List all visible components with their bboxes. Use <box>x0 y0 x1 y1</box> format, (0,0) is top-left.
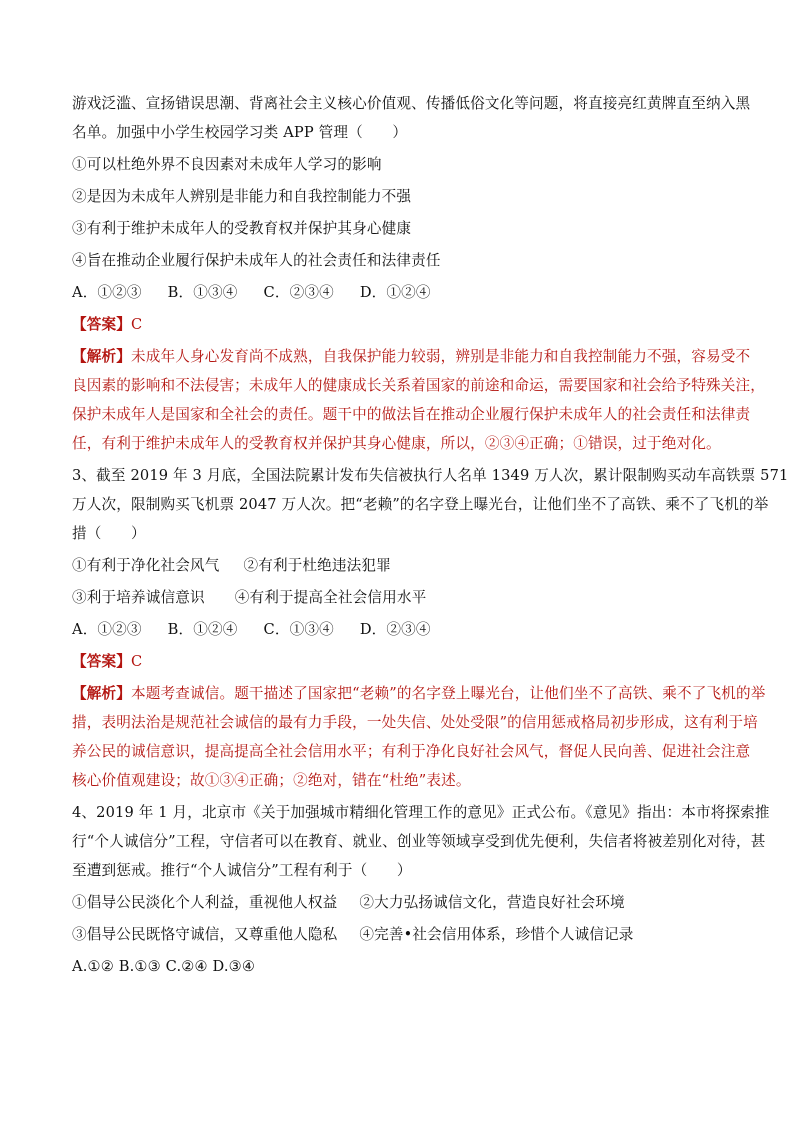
q2-stem <box>72 95 751 141</box>
q2-statement-1: ①可以杜绝外界不良因素对未成年人学习的影响 <box>72 156 382 173</box>
q3-answer <box>72 654 726 670</box>
analysis-text: 任，有利于维护未成年人的受教育权并保护其身心健康，所以，②③④正确；①错误，过于绝对化。 <box>72 435 721 452</box>
q3-stem-line: 3、截至 2019 年 3 月底，全国法院累计发布失信被执行人名单 1349 万人次，累计限制购买动车高铁票 571 <box>72 467 789 484</box>
q4-stem-line: 至遭到惩戒。推行“个人诚信分”工程有利于（ ） <box>72 862 412 879</box>
q3-option-c: C．①③④ <box>263 621 334 638</box>
q2-stem-line: 名单。加强中小学生校园学习类 APP 管理（ ） <box>72 124 408 141</box>
q4-stem <box>72 804 770 879</box>
q3-stem-line: 万人次，限制购买飞机票 2047 万人次。把“老赖”的名字登上曝光台，让他们坐不了高铁、乘不了飞机的举 <box>72 496 769 513</box>
q3-option-b: B．①②④ <box>167 621 238 638</box>
q3-stem <box>72 467 789 542</box>
q3-statement-4: ④有利于提高全社会信用水平 <box>234 589 427 606</box>
analysis-text: 未成年人身心发育尚不成熟，自我保护能力较弱，辨别是非能力和自我控制能力不强，容易受不 <box>130 348 751 365</box>
analysis-text: 良因素的影响和不法侵害；未成年人的健康成长关系着国家的前途和命运，需要国家和社会给予特殊关注， <box>72 377 765 394</box>
q2-statement-2: ②是因为未成年人辨别是非能力和自我控制能力不强 <box>72 188 412 205</box>
analysis-label: 【解析】 <box>72 685 131 702</box>
q3-statements-row-1 <box>72 558 726 574</box>
q2-analysis <box>72 348 765 452</box>
q4-statement-4: ④完善•社会信用体系，珍惜个人诚信记录 <box>359 926 634 943</box>
analysis-text: 保护未成年人是国家和全社会的责任。题干中的做法旨在推动企业履行保护未成年人的社会责任和法律责 <box>72 406 751 423</box>
document-page <box>72 95 789 991</box>
q4-options: A.①② B.①③ C.②④ D.③④ <box>72 958 256 975</box>
q4-statements-row-2 <box>72 927 726 943</box>
q4-stem-line: 4、2019 年 1 月，北京市《关于加强城市精细化管理工作的意见》正式公布。《意见》指出：本市将探索推 <box>72 804 770 821</box>
q2-answer <box>72 317 726 333</box>
q4-statement-2: ②大力弘扬诚信文化，营造良好社会环境 <box>359 894 625 911</box>
q4-stem-line: 行“个人诚信分”工程，守信者可以在教育、就业、创业等领域享受到优先便利，失信者将被差别化对待，甚 <box>72 833 766 850</box>
q2-option-a: A．①②③ <box>72 284 142 301</box>
q3-option-a: A．①②③ <box>72 621 142 638</box>
q3-statements-row-2 <box>72 590 726 606</box>
answer-value: C <box>130 316 143 333</box>
q3-stem-line: 措（ ） <box>72 525 146 542</box>
analysis-text: 养公民的诚信意识，提高提高全社会信用水平；有利于净化良好社会风气，督促人民向善、促进社会注意 <box>72 743 751 760</box>
q2-statement-4: ④旨在推动企业履行保护未成年人的社会责任和法律责任 <box>72 252 441 269</box>
q3-option-d: D．②③④ <box>359 621 431 638</box>
q2-option-b: B．①③④ <box>167 284 238 301</box>
q3-statement-2: ②有利于杜绝违法犯罪 <box>243 557 391 574</box>
answer-label: 【答案】 <box>72 316 131 333</box>
q2-option-c: C．②③④ <box>263 284 334 301</box>
analysis-label: 【解析】 <box>72 348 131 365</box>
q3-options <box>72 622 726 638</box>
q3-analysis <box>72 685 766 789</box>
q4-statement-3: ③倡导公民既恪守诚信，又尊重他人隐私 <box>72 926 338 943</box>
answer-label: 【答案】 <box>72 653 131 670</box>
q2-stem-line: 游戏泛滥、宣扬错误思潮、背离社会主义核心价值观、传播低俗文化等问题，将直接亮红黄牌直至纳入黑 <box>72 95 751 112</box>
q3-statement-1: ①有利于净化社会风气 <box>72 557 220 574</box>
analysis-text: 核心价值观建设；故①③④正确；②绝对，错在“杜绝”表述。 <box>72 772 471 789</box>
q2-options <box>72 285 726 301</box>
q3-statement-3: ③利于培养诚信意识 <box>72 589 205 606</box>
q4-statements-row-1 <box>72 895 726 911</box>
analysis-text: 措，表明法治是规范社会诚信的最有力手段，一处失信、处处受限”的信用惩戒格局初步形成，这有利于培 <box>72 714 758 731</box>
answer-value: C <box>130 653 143 670</box>
q4-statement-1: ①倡导公民淡化个人利益，重视他人权益 <box>72 894 338 911</box>
analysis-text: 本题考查诚信。题干描述了国家把“老赖”的名字登上曝光台，让他们坐不了高铁、乘不了飞机的举 <box>130 685 766 702</box>
q2-option-d: D．①②④ <box>359 284 431 301</box>
q2-statement-3: ③有利于维护未成年人的受教育权并保护其身心健康 <box>72 220 412 237</box>
